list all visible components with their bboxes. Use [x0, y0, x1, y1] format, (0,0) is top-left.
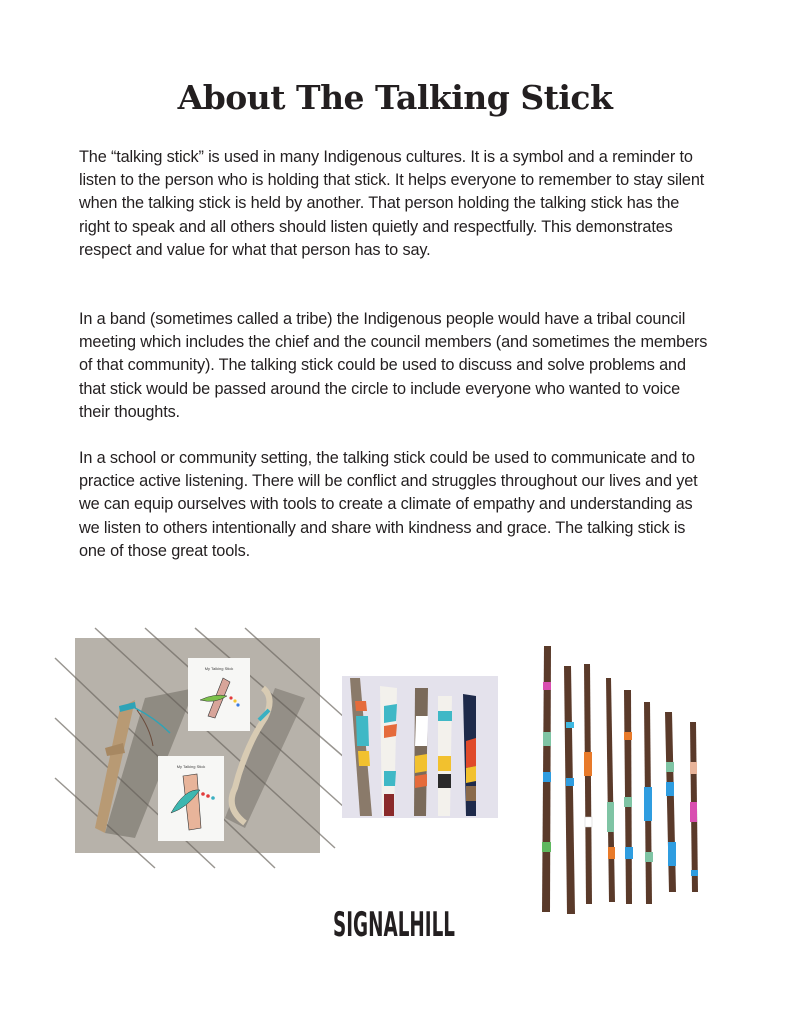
svg-text:My Talking Stick: My Talking Stick — [204, 666, 234, 671]
photo-painted-chevron-sticks — [342, 676, 498, 818]
worksheet-1 — [188, 658, 250, 731]
worksheet-2 — [158, 756, 224, 841]
logo-text: SIGNALHILL — [333, 905, 455, 945]
photo-painted-striped-sticks — [520, 642, 710, 924]
photo-driftwood-sticks — [75, 638, 320, 853]
svg-text:My Talking Stick: My Talking Stick — [176, 764, 206, 769]
paragraph-intro: The “talking stick” is used in many Indigenous cultures. It is a symbol and a reminder to listen to the person who is holding that stick. It helps everyone to remember to stay silent when the talking stick is held by another. That person holding the talking stick has the right to speak and all others should listen quietly and respectfully. This demonstrates respect and value for what that person has to say. — [79, 148, 705, 259]
paragraph-band-council: In a band (sometimes called a tribe) the Indigenous people would have a tribal council meeting which includes the chief and the council members (and sometimes the members of that community). The talking stick could be used to discuss and solve problems and that stick would be passed around the circle to include everyone who wanted to voice their thoughts. — [79, 310, 708, 421]
page-title: About The Talking Stick — [177, 78, 613, 117]
signalhill-logo — [333, 898, 457, 944]
paragraph-school-community: In a school or community setting, the talking stick could be used to communicate and to practice active listening. There will be conflict and struggles throughout our lives and yet we can equip ourselves with tools to create a climate of empathy and understanding as we listen to others intentionally and share with kindness and grace. The talking stick is one of those great tools. — [79, 449, 698, 560]
